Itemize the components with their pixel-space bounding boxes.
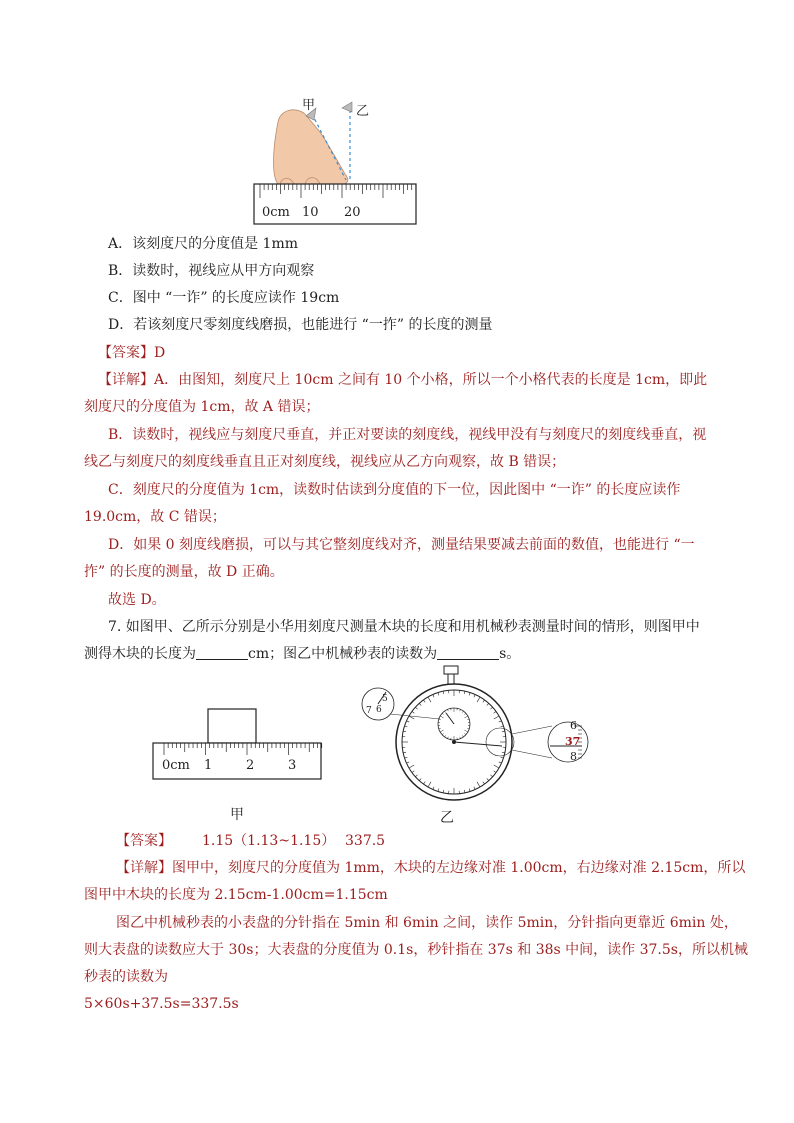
q6-detail-line: 故选 D。 — [108, 592, 166, 608]
detail-label: 【详解】 — [98, 372, 154, 388]
q7-detail-line: 5×60s+37.5s=337.5s — [84, 996, 239, 1012]
q7-detail-line: 秒表的读数为 — [84, 969, 168, 985]
q6-detail-line: 19.0cm，故 C 错误； — [84, 509, 226, 525]
q6-detail-line: 线乙与刻度尺的刻度线垂直且正对刻度线，视线应从乙方向观察，故 B 错误； — [84, 454, 566, 470]
fig-yi-caption: 乙 — [440, 810, 454, 826]
ruler-block-figure — [152, 706, 324, 782]
stem-text: 测得木块的长度为 — [84, 646, 196, 662]
inset-number: 37 — [565, 735, 581, 748]
stem-text: cm；图乙中机械秒表的读数为 — [248, 646, 438, 662]
inset-number: 5 — [382, 694, 388, 704]
q7-stem — [84, 644, 520, 664]
fig-jia-caption: 甲 — [230, 807, 244, 823]
q6-detail-line: C．刻度尺的分度值为 1cm，读数时估读到分度值的下一位，因此图中 “一诈” 的长度应读作 — [108, 482, 681, 498]
ruler-tick-label: 2 — [246, 758, 255, 773]
answer-blank — [196, 645, 248, 660]
q6-detail-line: 刻度尺的分度值为 1cm，故 A 错误； — [84, 399, 320, 415]
q7-answer-1: 1.15（1.13~1.15） — [202, 833, 336, 849]
detail-text: 图甲中，刻度尺的分度值为 1mm，木块的左边缘对准 1.00cm，右边缘对准 2.15cm，所以 — [172, 860, 746, 876]
stopwatch-figure — [360, 664, 590, 804]
inset-number: 6 — [376, 705, 382, 715]
ruler-tick-label: 1 — [204, 758, 213, 773]
ruler-tick-label: 0cm — [162, 758, 190, 773]
detail-label: 【详解】 — [116, 860, 172, 876]
q7-stem: 7. 如图甲、乙所示分别是小华用刻度尺测量木块的长度和用机械秒表测量时间的情形，则图甲中 — [108, 619, 700, 635]
q7-detail-line — [116, 858, 745, 878]
option-b: B．读数时，视线应从甲方向观察 — [108, 263, 315, 279]
q7-detail-line: 图甲中木块的长度为 2.15cm-1.00cm=1.15cm — [84, 887, 388, 903]
inset-number: 8 — [570, 750, 577, 763]
q7-detail-line: 则大表盘的读数应大于 30s；大表盘的分度值为 0.1s，秒针指在 37s 和 38s 中间，读作 37.5s，所以机械 — [84, 942, 748, 958]
q6-answer — [98, 343, 165, 363]
label-yi: 乙 — [356, 104, 370, 119]
option-c: C．图中 “一诈” 的长度应读作 19cm — [108, 290, 340, 306]
answer-label: 【答案】 — [98, 345, 154, 361]
answer-value: D — [154, 345, 166, 361]
q7-answer — [116, 831, 172, 851]
q6-detail-line: B．读数时，视线应与刻度尺垂直，并正对要读的刻度线，视线甲没有与刻度尺的刻度线垂直，视 — [108, 427, 707, 443]
ruler-tick-label: 10 — [302, 205, 319, 220]
ruler-tick-label: 0cm — [262, 205, 290, 220]
ruler-tick-label: 20 — [344, 205, 361, 220]
q6-detail-line: D．如果 0 刻度线磨损，可以与其它整刻度线对齐，测量结果要减去前面的数值，也能进行 “一 — [108, 537, 695, 553]
q7-answer-2: 337.5 — [345, 833, 386, 849]
option-d: D．若该刻度尺零刻度线磨损，也能进行 “一拃” 的长度的测量 — [108, 317, 493, 333]
label-jia: 甲 — [302, 98, 316, 113]
answer-label: 【答案】 — [116, 833, 172, 849]
q7-detail-line: 图乙中机械秒表的小表盘的分针指在 5min 和 6min 之间，读作 5min，分针指向更靠近 6min 处， — [116, 915, 738, 931]
q6-detail-line: 拃” 的长度的测量，故 D 正确。 — [84, 564, 284, 580]
q6-detail-line — [98, 370, 707, 390]
detail-text: A．由图知，刻度尺上 10cm 之间有 10 个小格，所以一个小格代表的长度是 1cm，即此 — [154, 372, 708, 388]
inset-number: 7 — [366, 706, 372, 716]
answer-blank — [437, 645, 499, 660]
hand-ruler-figure — [250, 92, 430, 226]
inset-number: 6 — [570, 719, 577, 732]
ruler-tick-label: 3 — [288, 758, 297, 773]
option-a: A．该刻度尺的分度值是 1mm — [108, 236, 299, 252]
stem-text: s。 — [499, 646, 521, 662]
